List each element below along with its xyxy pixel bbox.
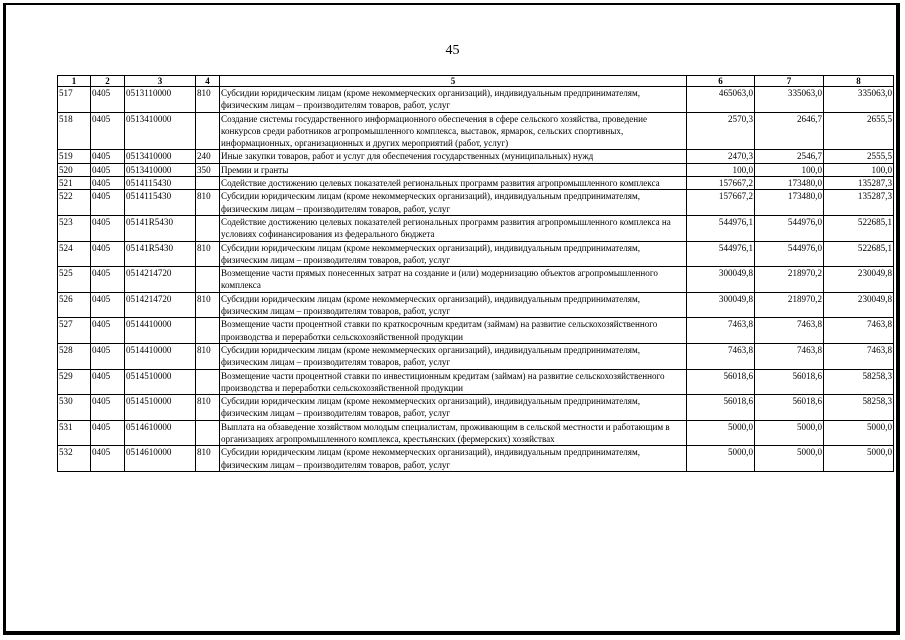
section-code: 0405 — [91, 215, 125, 241]
row-description: Субсидии юридическим лицам (кроме некоммерческих организаций), индивидуальным предпринимателям, физическим лицам – производителям товаров, работ, услуг — [220, 190, 687, 216]
target-article-code: 0514214720 — [125, 292, 196, 318]
column-header: 8 — [824, 76, 894, 87]
row-description: Субсидии юридическим лицам (кроме некоммерческих организаций), индивидуальным предпринимателям, физическим лицам – производителям товаров, работ, услуг — [220, 446, 687, 472]
section-code: 0405 — [91, 267, 125, 293]
amount-col-7: 56018,6 — [755, 395, 824, 421]
table-row — [58, 190, 894, 216]
amount-col-8: 58258,3 — [824, 395, 894, 421]
amount-col-8: 230049,8 — [824, 267, 894, 293]
amount-col-6: 157667,2 — [687, 177, 755, 190]
row-number: 517 — [58, 87, 91, 113]
amount-col-6: 7463,8 — [687, 343, 755, 369]
row-description: Содействие достижению целевых показателей региональных программ развития агропромышленного комплекса на условиях софинансирования из федерального бюджета — [220, 215, 687, 241]
amount-col-7: 335063,0 — [755, 87, 824, 113]
row-number: 531 — [58, 420, 91, 446]
expense-type-code — [196, 420, 220, 446]
amount-col-6: 465063,0 — [687, 87, 755, 113]
section-code: 0405 — [91, 395, 125, 421]
row-number: 528 — [58, 343, 91, 369]
amount-col-8: 135287,3 — [824, 177, 894, 190]
table-row — [58, 369, 894, 395]
section-code: 0405 — [91, 163, 125, 176]
amount-col-6: 56018,6 — [687, 369, 755, 395]
amount-col-8: 7463,8 — [824, 318, 894, 344]
amount-col-6: 56018,6 — [687, 395, 755, 421]
target-article-code: 0514410000 — [125, 318, 196, 344]
row-description: Субсидии юридическим лицам (кроме некоммерческих организаций), индивидуальным предпринимателям, физическим лицам – производителям товаров, работ, услуг — [220, 292, 687, 318]
table-row — [58, 112, 894, 150]
amount-col-8: 335063,0 — [824, 87, 894, 113]
expense-type-code: 810 — [196, 190, 220, 216]
amount-col-7: 2646,7 — [755, 112, 824, 150]
row-number: 522 — [58, 190, 91, 216]
section-code: 0405 — [91, 241, 125, 267]
expense-type-code: 810 — [196, 343, 220, 369]
expense-type-code — [196, 369, 220, 395]
table-row — [58, 215, 894, 241]
section-code: 0405 — [91, 446, 125, 472]
expense-type-code: 350 — [196, 163, 220, 176]
amount-col-8: 522685,1 — [824, 241, 894, 267]
target-article-code: 0514115430 — [125, 177, 196, 190]
target-article-code: 0513110000 — [125, 87, 196, 113]
expense-type-code: 810 — [196, 446, 220, 472]
section-code: 0405 — [91, 318, 125, 344]
amount-col-7: 544976,0 — [755, 241, 824, 267]
expense-type-code — [196, 318, 220, 344]
column-header: 2 — [91, 76, 125, 87]
row-description: Возмещение части прямых понесенных затрат на создание и (или) модернизацию объектов агропромышленного комплекса — [220, 267, 687, 293]
table-row — [58, 343, 894, 369]
row-description: Иные закупки товаров, работ и услуг для обеспечения государственных (муниципальных) нужд — [220, 150, 687, 163]
target-article-code: 0514410000 — [125, 343, 196, 369]
target-article-code: 0514214720 — [125, 267, 196, 293]
expense-type-code: 810 — [196, 292, 220, 318]
section-code: 0405 — [91, 369, 125, 395]
row-description: Субсидии юридическим лицам (кроме некоммерческих организаций), индивидуальным предпринимателям, физическим лицам – производителям товаров, работ, услуг — [220, 395, 687, 421]
table-row — [58, 177, 894, 190]
row-number: 530 — [58, 395, 91, 421]
row-description: Возмещение части процентной ставки по краткосрочным кредитам (займам) на развитие сельскохозяйственного производства и переработки сельскохозяйственной продукции — [220, 318, 687, 344]
column-header: 3 — [125, 76, 196, 87]
amount-col-7: 5000,0 — [755, 446, 824, 472]
table-row — [58, 241, 894, 267]
amount-col-7: 5000,0 — [755, 420, 824, 446]
target-article-code: 0514510000 — [125, 369, 196, 395]
amount-col-8: 2555,5 — [824, 150, 894, 163]
amount-col-6: 5000,0 — [687, 420, 755, 446]
expense-type-code: 810 — [196, 395, 220, 421]
target-article-code: 0513410000 — [125, 163, 196, 176]
amount-col-7: 7463,8 — [755, 318, 824, 344]
amount-col-8: 230049,8 — [824, 292, 894, 318]
amount-col-8: 100,0 — [824, 163, 894, 176]
table-row — [58, 420, 894, 446]
expense-type-code — [196, 267, 220, 293]
amount-col-6: 300049,8 — [687, 267, 755, 293]
target-article-code: 0514510000 — [125, 395, 196, 421]
expense-type-code: 810 — [196, 87, 220, 113]
amount-col-7: 173480,0 — [755, 177, 824, 190]
amount-col-7: 7463,8 — [755, 343, 824, 369]
table-row — [58, 395, 894, 421]
amount-col-6: 300049,8 — [687, 292, 755, 318]
section-code: 0405 — [91, 420, 125, 446]
row-number: 525 — [58, 267, 91, 293]
table-row — [58, 150, 894, 163]
target-article-code: 0513410000 — [125, 150, 196, 163]
table-row — [58, 446, 894, 472]
amount-col-6: 2570,3 — [687, 112, 755, 150]
table-row — [58, 318, 894, 344]
amount-col-7: 218970,2 — [755, 292, 824, 318]
amount-col-6: 544976,1 — [687, 241, 755, 267]
row-number: 527 — [58, 318, 91, 344]
section-code: 0405 — [91, 150, 125, 163]
row-number: 521 — [58, 177, 91, 190]
amount-col-8: 5000,0 — [824, 446, 894, 472]
row-number: 518 — [58, 112, 91, 150]
amount-col-6: 100,0 — [687, 163, 755, 176]
amount-col-7: 173480,0 — [755, 190, 824, 216]
row-description: Субсидии юридическим лицам (кроме некоммерческих организаций), индивидуальным предпринимателям, физическим лицам – производителям товаров, работ, услуг — [220, 87, 687, 113]
column-header: 6 — [687, 76, 755, 87]
table-row — [58, 292, 894, 318]
target-article-code: 0513410000 — [125, 112, 196, 150]
section-code: 0405 — [91, 177, 125, 190]
table-row — [58, 163, 894, 176]
amount-col-8: 522685,1 — [824, 215, 894, 241]
row-number: 524 — [58, 241, 91, 267]
amount-col-6: 5000,0 — [687, 446, 755, 472]
budget-table — [57, 75, 894, 472]
section-code: 0405 — [91, 87, 125, 113]
target-article-code: 0514115430 — [125, 190, 196, 216]
row-description: Содействие достижению целевых показателей региональных программ развития агропромышленного комплекса — [220, 177, 687, 190]
amount-col-7: 218970,2 — [755, 267, 824, 293]
section-code: 0405 — [91, 292, 125, 318]
table-row — [58, 267, 894, 293]
row-description: Субсидии юридическим лицам (кроме некоммерческих организаций), индивидуальным предпринимателям, физическим лицам – производителям товаров, работ, услуг — [220, 241, 687, 267]
amount-col-7: 2546,7 — [755, 150, 824, 163]
section-code: 0405 — [91, 190, 125, 216]
target-article-code: 0514610000 — [125, 446, 196, 472]
row-description: Создание системы государственного информационного обеспечения в сфере сельского хозяйства, проведение конкурсов среди работников агропромышленного комплекса, выставок, ярмарок, сельских спортивных, информационных, организационных и других мероприятий (работ, услуг) — [220, 112, 687, 150]
section-code: 0405 — [91, 112, 125, 150]
amount-col-8: 135287,3 — [824, 190, 894, 216]
row-number: 520 — [58, 163, 91, 176]
column-header: 4 — [196, 76, 220, 87]
column-header: 1 — [58, 76, 91, 87]
table-row — [58, 87, 894, 113]
amount-col-8: 5000,0 — [824, 420, 894, 446]
row-number: 529 — [58, 369, 91, 395]
expense-type-code — [196, 215, 220, 241]
row-number: 519 — [58, 150, 91, 163]
amount-col-8: 7463,8 — [824, 343, 894, 369]
row-number: 523 — [58, 215, 91, 241]
expense-type-code: 810 — [196, 241, 220, 267]
amount-col-6: 544976,1 — [687, 215, 755, 241]
page-number: 45 — [445, 43, 460, 58]
amount-col-6: 7463,8 — [687, 318, 755, 344]
target-article-code: 05141R5430 — [125, 241, 196, 267]
row-description: Возмещение части процентной ставки по инвестиционным кредитам (займам) на развитие сельскохозяйственного производства и переработки сельскохозяйственной продукции — [220, 369, 687, 395]
row-description: Субсидии юридическим лицам (кроме некоммерческих организаций), индивидуальным предпринимателям, физическим лицам – производителям товаров, работ, услуг — [220, 343, 687, 369]
amount-col-8: 2655,5 — [824, 112, 894, 150]
expense-type-code — [196, 112, 220, 150]
target-article-code: 05141R5430 — [125, 215, 196, 241]
amount-col-7: 56018,6 — [755, 369, 824, 395]
row-number: 526 — [58, 292, 91, 318]
amount-col-6: 2470,3 — [687, 150, 755, 163]
amount-col-8: 58258,3 — [824, 369, 894, 395]
target-article-code: 0514610000 — [125, 420, 196, 446]
header-row — [58, 76, 894, 87]
amount-col-7: 544976,0 — [755, 215, 824, 241]
section-code: 0405 — [91, 343, 125, 369]
expense-type-code — [196, 177, 220, 190]
amount-col-7: 100,0 — [755, 163, 824, 176]
row-number: 532 — [58, 446, 91, 472]
expense-type-code: 240 — [196, 150, 220, 163]
amount-col-6: 157667,2 — [687, 190, 755, 216]
column-header: 7 — [755, 76, 824, 87]
column-header: 5 — [220, 76, 687, 87]
row-description: Выплата на обзаведение хозяйством молодым специалистам, проживающим в сельской местности и работающим в организациях агропромышленного комплекса, крестьянских (фермерских) хозяйствах — [220, 420, 687, 446]
row-description: Премии и гранты — [220, 163, 687, 176]
